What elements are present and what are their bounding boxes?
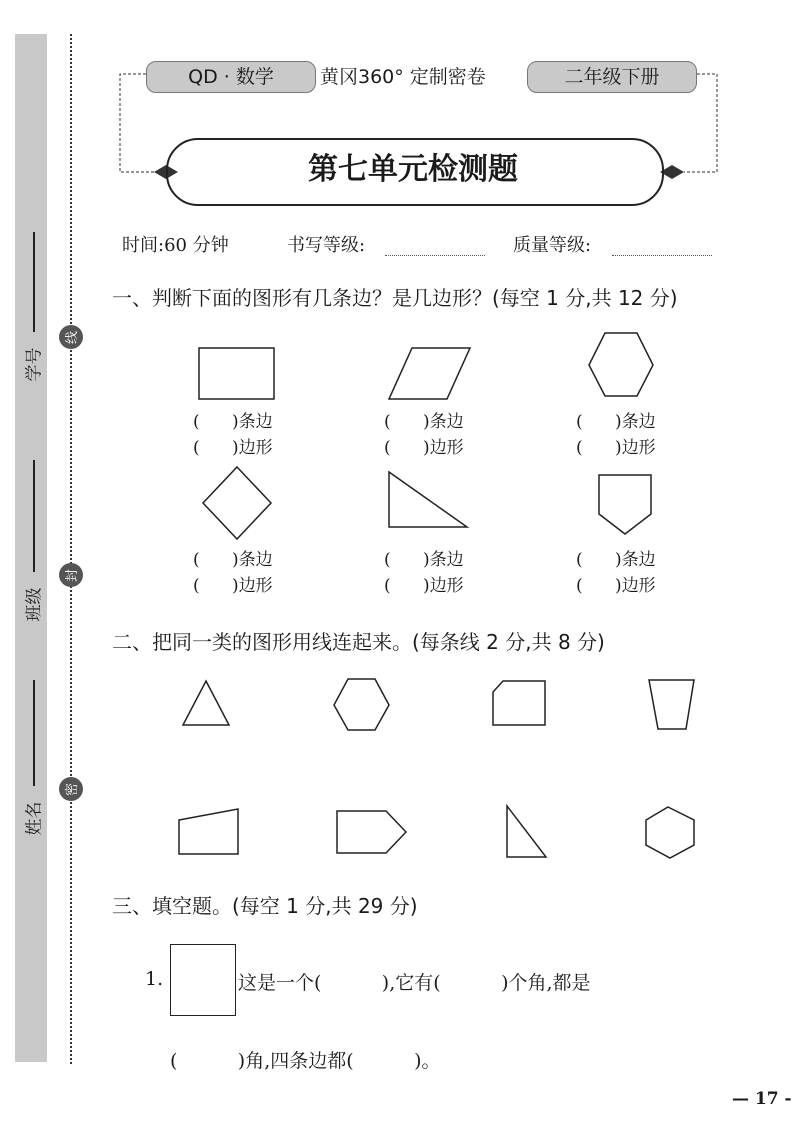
- name-label: 姓名: [24, 801, 45, 836]
- writing-grade-label: 书写等级:: [287, 235, 366, 256]
- shape1-polygon-blank[interactable]: ( )边形: [193, 438, 273, 458]
- shape4-polygon-blank[interactable]: ( )边形: [193, 576, 273, 596]
- shape6-polygon-blank[interactable]: ( )边形: [576, 576, 656, 596]
- arrow-pentagon-icon: [337, 811, 406, 853]
- right-triangle-bottom-icon: [507, 806, 546, 857]
- shape5-polygon-blank[interactable]: ( )边形: [384, 576, 464, 596]
- square-figure: [170, 944, 236, 1016]
- question1-text: 这是一个( ),它有( )个角,都是: [238, 972, 591, 994]
- mark-line-circle: 线: [59, 325, 83, 349]
- subject-tag: QD · 数学: [146, 61, 316, 93]
- time-label: 时间:60 分钟: [122, 235, 229, 256]
- shape6-edges-blank[interactable]: ( )条边: [576, 550, 656, 570]
- shape3-polygon-blank[interactable]: ( )边形: [576, 438, 656, 458]
- section3-heading: 三、填空题。(每空 1 分,共 29 分): [112, 894, 418, 918]
- hexagon-bottom-icon: [646, 807, 694, 858]
- trapezoid-icon: [649, 680, 694, 729]
- section1-heading: 一、判断下面的图形有几条边？是几边形？(每空 1 分,共 12 分): [112, 286, 678, 310]
- shape2-polygon-blank[interactable]: ( )边形: [384, 438, 464, 458]
- section2-heading: 二、把同一类的图形用线连起来。(每条线 2 分,共 8 分): [112, 630, 605, 654]
- shape4-edges-blank[interactable]: ( )条边: [193, 550, 273, 570]
- shape2-edges-blank[interactable]: ( )条边: [384, 412, 464, 432]
- question1-number: 1.: [145, 968, 164, 990]
- class-label: 班级: [24, 587, 45, 622]
- grade-tag: 二年级下册: [527, 61, 697, 93]
- brand-text: 黄冈360° 定制密卷: [320, 66, 486, 88]
- shape1-edges-blank[interactable]: ( )条边: [193, 412, 273, 432]
- student-no-label: 学号: [24, 347, 45, 382]
- quadrilateral-icon: [179, 809, 238, 854]
- shape3-edges-blank[interactable]: ( )条边: [576, 412, 656, 432]
- mark-close-circle: 密: [59, 777, 83, 801]
- mark-seal-circle: 封: [59, 563, 83, 587]
- shape5-edges-blank[interactable]: ( )条边: [384, 550, 464, 570]
- triangle-icon: [183, 681, 229, 725]
- page-title: 第七单元检测题: [308, 152, 518, 187]
- page-number: — 17 -: [732, 1089, 792, 1109]
- question1-text-line2: ( )角,四条边都( )。: [170, 1050, 441, 1072]
- quality-grade-label: 质量等级:: [513, 235, 592, 256]
- hexagon-top-icon: [334, 679, 389, 730]
- cut-corner-square-icon: [493, 681, 545, 725]
